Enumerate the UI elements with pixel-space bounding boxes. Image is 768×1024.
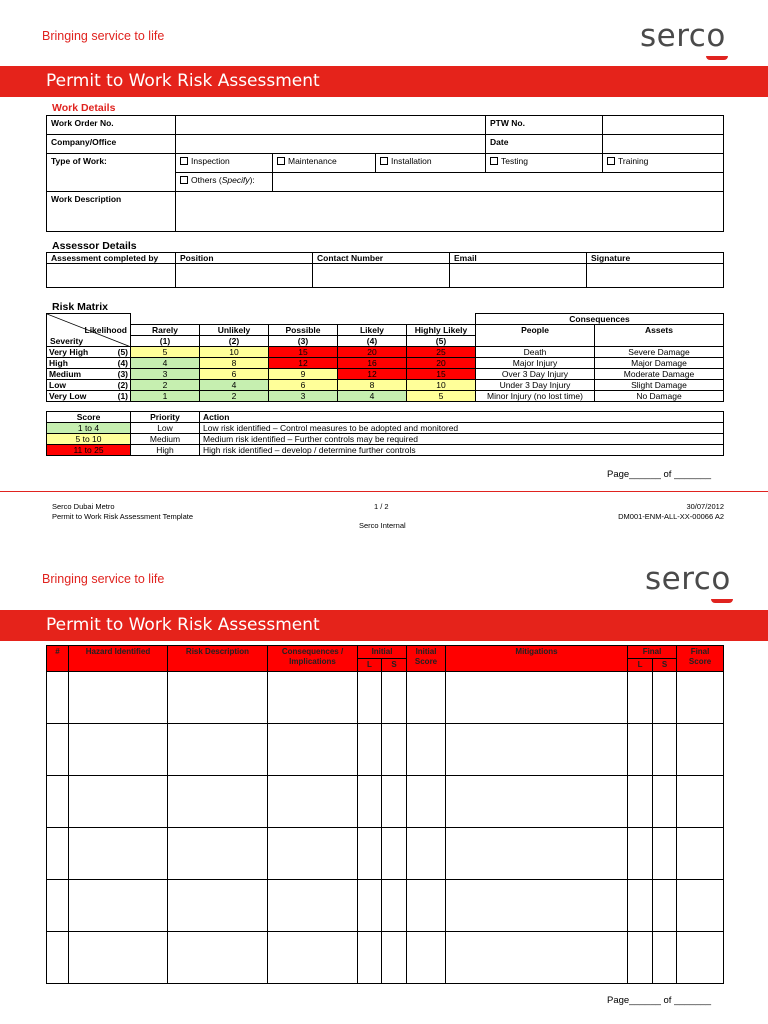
checkbox-icon[interactable] xyxy=(380,157,388,165)
col-initial-s: S xyxy=(382,659,407,672)
col-rarely: Rarely xyxy=(131,325,200,336)
matrix-row-very-low: Very Low (1) 1 2 3 4 5 Minor Injury (no lost time) No Damage xyxy=(47,391,724,402)
col-final-l: L xyxy=(628,659,653,672)
legend-row-high: 11 to 25 High High risk identified – develop / determine further controls xyxy=(47,445,724,456)
risk-matrix-heading: Risk Matrix xyxy=(52,301,109,313)
checkbox-others[interactable]: Others (Specify): xyxy=(176,173,273,192)
tagline: Bringing service to life xyxy=(42,29,165,43)
ptw-label: PTW No. xyxy=(486,116,603,135)
hazard-row[interactable] xyxy=(47,724,724,776)
risk-matrix-table: Likelihood Severity Consequences Rarely Unlikely Possible Likely Highly Likely People Assets (1) (2) (3) (4) (5) Very High (5) 5 10 15 20 25 Death Severe Damage High (4) 4 8 12 16 20 Major Injury Major Damage Medium (3) 3 6 9 12 15 Over 3 Day Injury Moderate Damage Low (2) 2 4 6 8 10 Under 3 Day Injury Slight Damage Very Low (1) 1 2 3 4 5 Minor Injury (no lost time) No Damage xyxy=(46,313,724,402)
hazard-row[interactable] xyxy=(47,880,724,932)
col-risk-description: Risk Description xyxy=(168,646,268,672)
likelihood-label: Likelihood xyxy=(84,325,127,335)
hazard-table xyxy=(46,645,724,984)
footer-company: Serco Dubai Metro xyxy=(52,502,115,511)
legend-row-medium: 5 to 10 Medium Medium risk identified – Further controls may be required xyxy=(47,434,724,445)
checkbox-icon[interactable] xyxy=(490,157,498,165)
col-highly-likely: Highly Likely xyxy=(407,325,476,336)
checkbox-icon[interactable] xyxy=(277,157,285,165)
serco-logo-page2 xyxy=(645,561,731,597)
logo-text: serco xyxy=(640,18,726,54)
likelihood-severity-cell xyxy=(47,314,131,347)
matrix-row-high: High (4) 4 8 12 16 20 Major Injury Major Damage xyxy=(47,358,724,369)
col-unlikely: Unlikely xyxy=(200,325,269,336)
hazard-row[interactable] xyxy=(47,776,724,828)
footer-divider xyxy=(0,491,768,492)
checkbox-testing[interactable]: Testing xyxy=(486,154,603,173)
tagline-page2: Bringing service to life xyxy=(42,572,165,586)
work-order-label: Work Order No. xyxy=(47,116,176,135)
legend-action-header: Action xyxy=(200,412,724,423)
others-specify-field[interactable] xyxy=(273,173,724,192)
work-details-table xyxy=(46,115,724,232)
legend-priority-header: Priority xyxy=(131,412,200,423)
col-hazard: Hazard Identified xyxy=(69,646,168,672)
matrix-row-medium: Medium (3) 3 6 9 12 15 Over 3 Day Injury Moderate Damage xyxy=(47,369,724,380)
assessor-col-email: Email xyxy=(450,253,587,264)
footer-classification: Serco Internal xyxy=(359,521,406,530)
col-likely: Likely xyxy=(338,325,407,336)
people-header: People xyxy=(476,325,595,347)
page-number-field-page2[interactable]: Page______ of _______ xyxy=(607,995,712,1006)
col-final: Final xyxy=(628,646,677,659)
checkbox-icon[interactable] xyxy=(607,157,615,165)
col-initial-l: L xyxy=(358,659,382,672)
col-final-s: S xyxy=(653,659,677,672)
date-label: Date xyxy=(486,135,603,154)
logo-swoosh-icon xyxy=(711,599,733,603)
assessor-details-heading: Assessor Details xyxy=(52,240,137,252)
severity-label: Severity xyxy=(50,336,84,346)
assets-header: Assets xyxy=(595,325,724,347)
assessor-table xyxy=(46,252,724,288)
assessor-position-field[interactable] xyxy=(176,264,313,288)
logo-text: serco xyxy=(645,561,731,597)
col-possible: Possible xyxy=(269,325,338,336)
matrix-row-very-high: Very High (5) 5 10 15 20 25 Death Severe Damage xyxy=(47,347,724,358)
page2-title-banner: Permit to Work Risk Assessment xyxy=(0,610,768,641)
col-consequences: Consequences / Implications xyxy=(268,646,358,672)
serco-logo xyxy=(640,18,726,54)
ptw-field[interactable] xyxy=(603,116,724,135)
page-title-banner: Permit to Work Risk Assessment xyxy=(0,66,768,97)
footer-date: 30/07/2012 xyxy=(686,502,724,511)
checkbox-icon[interactable] xyxy=(180,176,188,184)
company-label: Company/Office xyxy=(47,135,176,154)
company-field[interactable] xyxy=(176,135,486,154)
col-initial: Initial xyxy=(358,646,407,659)
legend-row-low: 1 to 4 Low Low risk identified – Control measures to be adopted and monitored xyxy=(47,423,724,434)
col-number: # xyxy=(47,646,69,672)
work-details-heading: Work Details xyxy=(52,102,116,114)
checkbox-inspection[interactable]: Inspection xyxy=(176,154,273,173)
consequences-header: Consequences xyxy=(476,314,724,325)
matrix-row-low: Low (2) 2 4 6 8 10 Under 3 Day Injury Slight Damage xyxy=(47,380,724,391)
assessor-signature-field[interactable] xyxy=(587,264,724,288)
assessor-col-position: Position xyxy=(176,253,313,264)
legend-score-header: Score xyxy=(47,412,131,423)
work-order-field[interactable] xyxy=(176,116,486,135)
assessor-col-completed-by: Assessment completed by xyxy=(47,253,176,264)
col-final-score: Final Score xyxy=(677,646,724,672)
checkbox-training[interactable]: Training xyxy=(603,154,724,173)
hazard-row[interactable] xyxy=(47,932,724,984)
work-description-label: Work Description xyxy=(47,192,176,232)
checkbox-maintenance[interactable]: Maintenance xyxy=(273,154,376,173)
footer-page-count: 1 / 2 xyxy=(374,502,389,511)
checkbox-icon[interactable] xyxy=(180,157,188,165)
hazard-row[interactable] xyxy=(47,672,724,724)
assessor-col-contact: Contact Number xyxy=(313,253,450,264)
work-description-field[interactable] xyxy=(176,192,724,232)
col-mitigations: Mitigations xyxy=(446,646,628,672)
page-number-field[interactable]: Page______ of _______ xyxy=(607,469,712,480)
assessor-email-field[interactable] xyxy=(450,264,587,288)
logo-swoosh-icon xyxy=(706,56,728,60)
checkbox-installation[interactable]: Installation xyxy=(376,154,486,173)
type-of-work-label: Type of Work: xyxy=(47,154,176,192)
assessor-contact-field[interactable] xyxy=(313,264,450,288)
risk-legend-table xyxy=(46,411,724,456)
hazard-row[interactable] xyxy=(47,828,724,880)
footer-doc-code: DM001-ENM-ALL-XX-00066 A2 xyxy=(618,512,724,521)
assessor-col-signature: Signature xyxy=(587,253,724,264)
date-field[interactable] xyxy=(603,135,724,154)
assessor-completed-by-field[interactable] xyxy=(47,264,176,288)
footer-template-name: Permit to Work Risk Assessment Template xyxy=(52,512,194,521)
col-initial-score: Initial Score xyxy=(407,646,446,672)
